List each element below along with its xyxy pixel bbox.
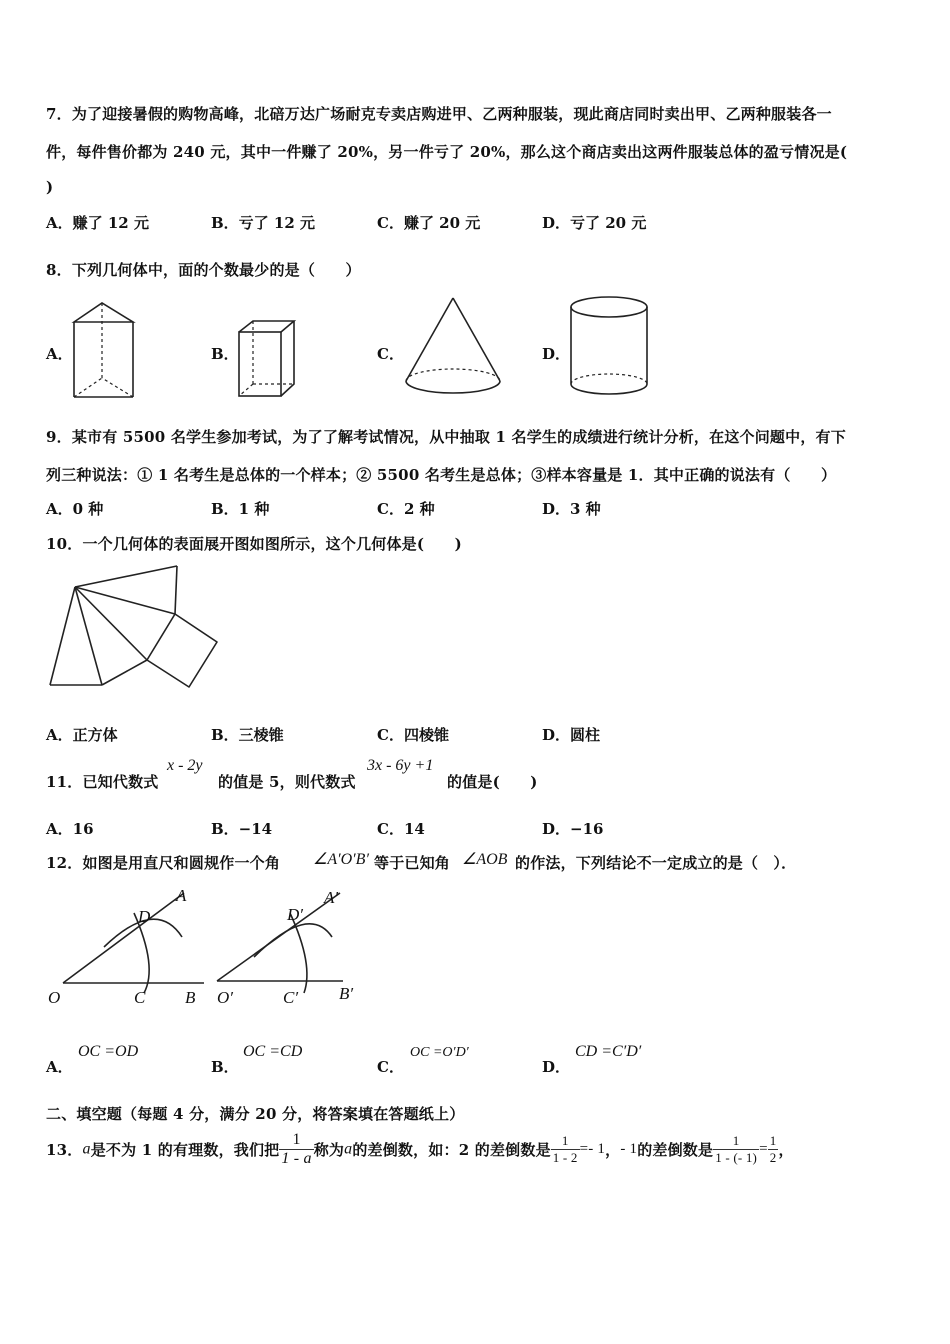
q13-var-a2: a bbox=[344, 1140, 353, 1158]
q7-option-d: D．亏了 20 元 bbox=[542, 214, 647, 232]
q8-text: 8．下列几何体中，面的个数最少的是（ ） bbox=[46, 261, 361, 279]
q13-text1: 是不为 1 的有理数，我们把 bbox=[90, 1141, 280, 1159]
q10-option-b: B．三棱锥 bbox=[211, 726, 284, 744]
q9-line1: 9．某市有 5500 名学生参加考试，为了了解考试情况，从中抽取 1 名学生的成绩进行统计分析，在这个问题中，有下 bbox=[46, 428, 846, 446]
q12-part3: 的作法，下列结论不一定成立的是（ ）． bbox=[515, 854, 797, 872]
q11-option-c: C．14 bbox=[377, 820, 425, 838]
angle-a-prime-o-b-prime-figure bbox=[214, 885, 379, 1010]
q7-line1: 7．为了迎接暑假的购物高峰，北碚万达广场耐克专卖店购进甲、乙两种服装，现此商店同时卖出甲、乙两种服装各一 bbox=[46, 105, 832, 123]
q13-number: 13． bbox=[46, 1141, 83, 1159]
q9-option-d: D．3 种 bbox=[542, 500, 601, 518]
q13-fraction-example1: $\frac{1}{1 - 2}$ bbox=[552, 1133, 578, 1165]
q12-label-c: C． bbox=[377, 1058, 404, 1076]
q12-label-b: B． bbox=[211, 1058, 239, 1076]
q10-option-a: A．正方体 bbox=[46, 726, 118, 744]
cylinder-figure bbox=[568, 294, 652, 400]
q12-angle2: ∠AOB bbox=[462, 851, 508, 868]
q8-label-a: A． bbox=[46, 345, 73, 363]
q7-option-a: A．赚了 12 元 bbox=[46, 214, 149, 232]
q8-label-d: D． bbox=[542, 345, 571, 363]
square-pyramid-net-figure bbox=[48, 562, 220, 692]
q9-option-a: A．0 种 bbox=[46, 500, 104, 518]
q11-option-a: A．16 bbox=[46, 820, 94, 838]
q12-part1: 12．如图是用直尺和圆规作一个角 bbox=[46, 854, 281, 872]
q10-option-d: D．圆柱 bbox=[542, 726, 601, 744]
triangular-prism-figure bbox=[66, 300, 141, 400]
q13-var-a: a bbox=[82, 1140, 91, 1158]
q12-expr-d: CD =C′D′ bbox=[575, 1043, 642, 1060]
q13-neg1: - 1 bbox=[620, 1141, 638, 1157]
fig1-label-a: A bbox=[176, 886, 187, 905]
fig1-label-d: D bbox=[138, 907, 151, 926]
fig2-label-o: O′ bbox=[217, 988, 233, 1007]
angle-aob-figure bbox=[46, 885, 211, 1010]
q13-eq2: = bbox=[759, 1141, 768, 1157]
q13-text6: ， bbox=[778, 1141, 794, 1159]
q13-fraction-example2: $\frac{1}{1 - (- 1)}$ bbox=[715, 1133, 758, 1165]
q13-text4: ， bbox=[605, 1141, 621, 1159]
fig2-label-a: A′ bbox=[324, 888, 339, 907]
q11-expr2: 3x - 6y +1 bbox=[367, 757, 434, 774]
q13-eq1: =- 1 bbox=[579, 1141, 606, 1157]
q11-part1: 11．已知代数式 bbox=[46, 773, 159, 791]
cone-figure bbox=[402, 295, 504, 400]
q8-label-b: B． bbox=[211, 345, 239, 363]
q12-expr-c: OC =O′D′ bbox=[410, 1045, 469, 1060]
q12-part2: 等于已知角 bbox=[374, 854, 451, 872]
q9-line2: 列三种说法：① 1 名考生是总体的一个样本；② 5500 名考生是总体；③样本容量是 1．其中正确的说法有（ ） bbox=[46, 466, 837, 484]
q8-label-c: C． bbox=[377, 345, 404, 363]
fig1-label-c: C bbox=[134, 988, 146, 1007]
q11-part2: 的值是 5，则代数式 bbox=[218, 773, 356, 791]
q7-line3: ) bbox=[46, 178, 54, 196]
q12-expr-a: OC =OD bbox=[78, 1043, 139, 1060]
q11-expr1: x - 2y bbox=[167, 757, 203, 774]
fig2-label-b: B′ bbox=[339, 984, 354, 1003]
fig2-label-c: C′ bbox=[283, 988, 299, 1007]
section-2-heading: 二、填空题（每题 4 分，满分 20 分，将答案填在答题纸上） bbox=[46, 1105, 465, 1123]
q13-line bbox=[46, 1131, 794, 1168]
q13-text5: 的差倒数是 bbox=[637, 1141, 714, 1159]
q7-option-c: C．赚了 20 元 bbox=[377, 214, 481, 232]
q7-line2: 件，每件售价都为 240 元，其中一件赚了 20%，另一件亏了 20%，那么这个商店卖出这两件服装总体的盈亏情况是( bbox=[46, 143, 848, 161]
q13-fraction-half: $\frac{1}{2}$ bbox=[769, 1133, 777, 1165]
q7-option-b: B．亏了 12 元 bbox=[211, 214, 315, 232]
fig1-label-o: O bbox=[48, 988, 61, 1007]
q13-text2: 称为 bbox=[313, 1141, 345, 1159]
q11-option-b: B．−14 bbox=[211, 820, 273, 838]
q12-label-d: D． bbox=[542, 1058, 571, 1076]
q9-option-c: C．2 种 bbox=[377, 500, 435, 518]
q12-label-a: A． bbox=[46, 1058, 73, 1076]
fig2-label-d: D′ bbox=[287, 905, 303, 924]
fig1-label-b: B bbox=[185, 988, 196, 1007]
q9-option-b: B．1 种 bbox=[211, 500, 270, 518]
cuboid-figure bbox=[234, 318, 299, 400]
q11-option-d: D．−16 bbox=[542, 820, 604, 838]
q10-option-c: C．四棱锥 bbox=[377, 726, 449, 744]
q10-text: 10．一个几何体的表面展开图如图所示，这个几何体是( ) bbox=[46, 535, 462, 553]
q13-fraction-def: $\frac{1}{1 - a}$ bbox=[281, 1131, 312, 1167]
q13-text3: 的差倒数，如：2 的差倒数是 bbox=[352, 1141, 551, 1159]
q12-expr-b: OC =CD bbox=[243, 1043, 303, 1060]
q11-part3: 的值是( ) bbox=[447, 773, 538, 791]
q12-angle1: ∠A′O′B′ bbox=[313, 851, 369, 868]
